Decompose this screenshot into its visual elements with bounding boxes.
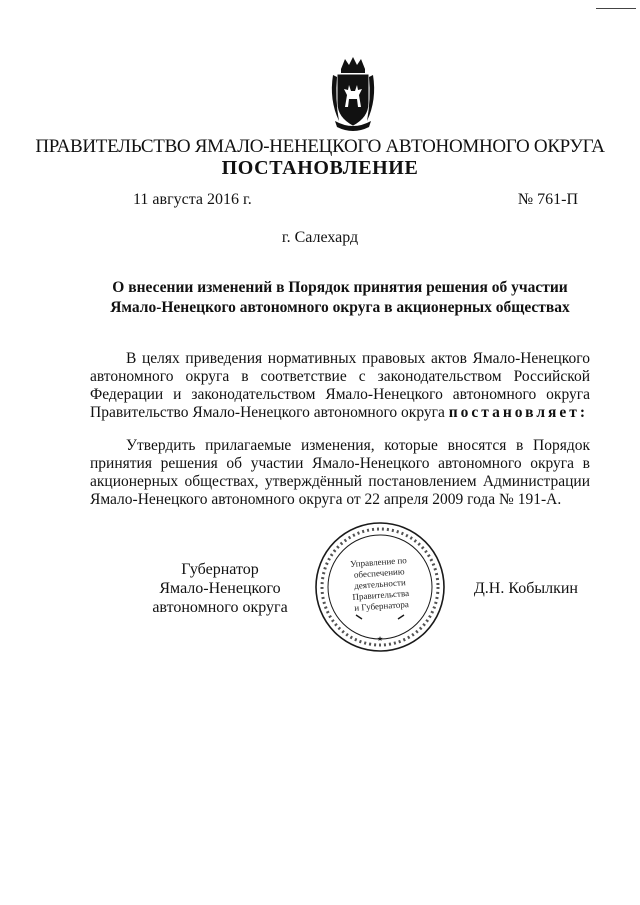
document-subject: [90, 278, 590, 318]
resolution-paragraph: [90, 437, 590, 509]
document-number: № 761-П: [517, 191, 578, 208]
resolution-text: Утвердить прилагаемые изменения, которые вносятся в Порядок принятия решения об участии Ямало-Ненецкого автономного округа в акционерных обществах, утверждённый постановлением Администрации Ямало-Ненецкого автономного округа от 22 апреля 2009 года № 191-А.: [90, 437, 590, 508]
document-city: г. Салехард: [281, 229, 359, 246]
document-date: 11 августа 2016 г.: [133, 191, 252, 208]
signatory-post-line-2: Ямало-Ненецкого автономного округа: [152, 580, 288, 616]
signatory-post-line-1: Губернатор: [181, 561, 259, 578]
seal-inner-text: Управление по обеспечению деятельности Правительства и Губернатора: [349, 555, 410, 613]
decree-word: постановляет:: [448, 404, 589, 421]
subject-line-1: О внесении изменений в Порядок принятия решения об участии: [112, 279, 568, 296]
svg-text:★: ★: [376, 635, 384, 643]
subject-line-2: Ямало-Ненецкого автономного округа в акционерных обществах: [110, 299, 570, 316]
scan-mark: [596, 8, 636, 9]
document-type-heading: ПОСТАНОВЛЕНИЕ: [221, 157, 419, 179]
preamble-text: В целях приведения нормативных правовых актов Ямало-Ненецкого автономного округа в соответствие с законодательством Российской Федерации и законодательством Ямало-Ненецкого автономного округа Правительство Ямало-Ненецкого автономного округа: [90, 350, 590, 421]
signatory-name: Д.Н. Кобылкин: [473, 580, 578, 597]
coat-of-arms-icon: [327, 55, 379, 133]
government-title: ПРАВИТЕЛЬСТВО ЯМАЛО-НЕНЕЦКОГО АВТОНОМНОГО ОКРУГА: [35, 136, 605, 157]
preamble-paragraph: [90, 350, 590, 422]
signatory-post: [115, 560, 325, 617]
